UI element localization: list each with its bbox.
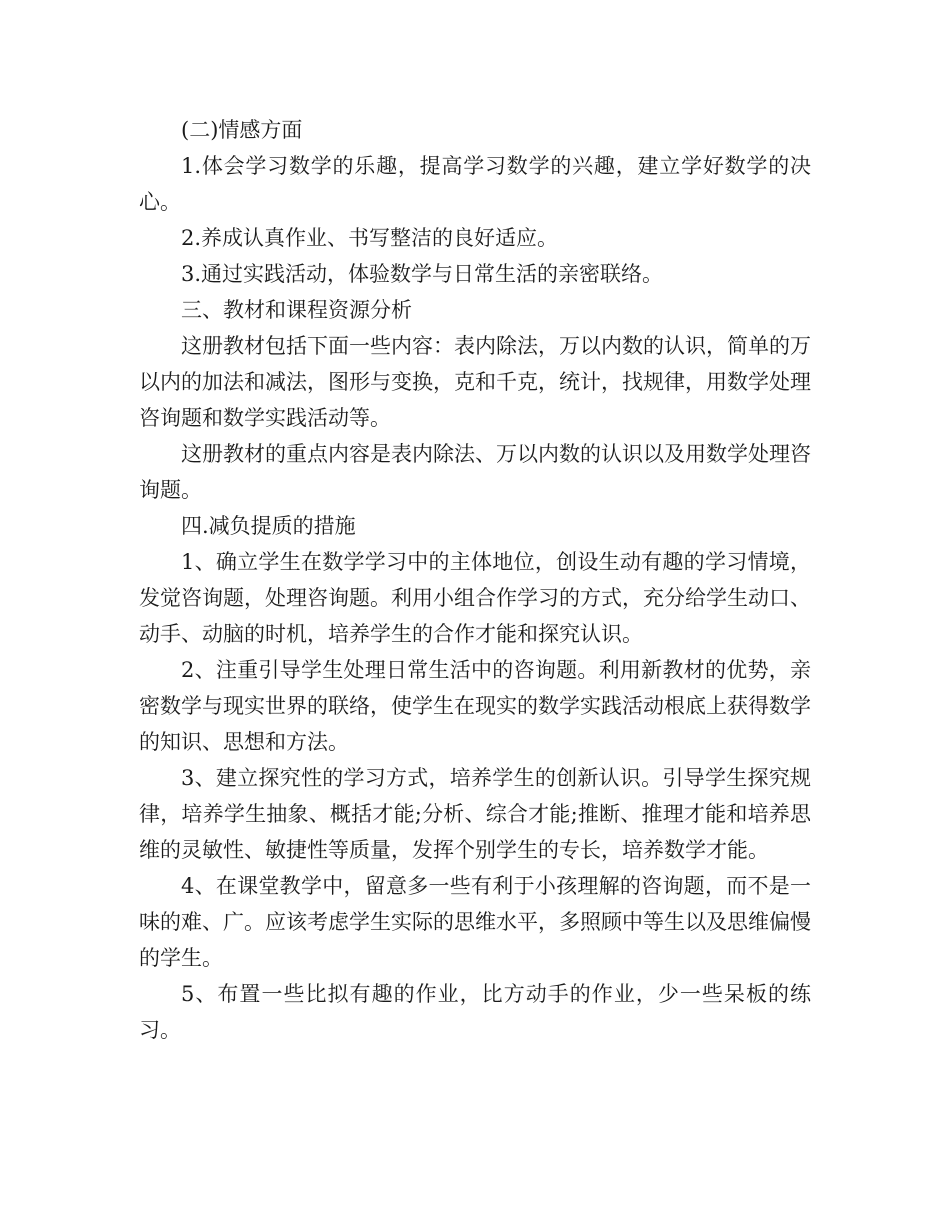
paragraph-emotion-1: 1.体会学习数学的乐趣，提高学习数学的兴趣，建立学好数学的决心。: [139, 154, 811, 214]
paragraph-materials-focus: 这册教材的重点内容是表内除法、万以内数的认识以及用数学处理咨询题。: [139, 442, 811, 502]
paragraph-emotion-3: 3.通过实践活动，体验数学与日常生活的亲密联络。: [181, 262, 664, 286]
paragraph-measure-1: 1、确立学生在数学学习中的主体地位，创设生动有趣的学习情境，发觉咨询题，处理咨询题。利用小组合作学习的方式，充分给学生动口、动手、动脑的时机，培养学生的合作才能和探究认识。: [139, 550, 811, 646]
paragraph-measure-2: 2、注重引导学生处理日常生活中的咨询题。利用新教材的优势，亲密数学与现实世界的联络，使学生在现实的数学实践活动根底上获得数学的知识、思想和方法。: [139, 658, 811, 754]
document-body: [139, 112, 811, 1048]
heading-materials-analysis: 三、教材和课程资源分析: [181, 298, 412, 322]
paragraph-measure-4: 4、在课堂教学中，留意多一些有利于小孩理解的咨询题，而不是一味的难、广。应该考虑学生实际的思维水平，多照顾中等生以及思维偏慢的学生。: [139, 874, 811, 970]
paragraph-emotion-2: 2.养成认真作业、书写整洁的良好适应。: [181, 226, 559, 250]
paragraph-measure-3: 3、建立探究性的学习方式，培养学生的创新认识。引导学生探究规律，培养学生抽象、概括才能;分析、综合才能;推断、推理才能和培养思维的灵敏性、敏捷性等质量，发挥个别学生的专长，培养数学才能。: [139, 766, 811, 862]
heading-measures: 四.减负提质的措施: [181, 514, 356, 538]
paragraph-measure-5: 5、布置一些比拟有趣的作业，比方动手的作业，少一些呆板的练习。: [139, 982, 811, 1042]
paragraph-materials-content: 这册教材包括下面一些内容：表内除法，万以内数的认识，简单的万以内的加法和减法，图形与变换，克和千克，统计，找规律，用数学处理咨询题和数学实践活动等。: [139, 334, 811, 430]
heading-emotion: (二)情感方面: [181, 118, 303, 142]
